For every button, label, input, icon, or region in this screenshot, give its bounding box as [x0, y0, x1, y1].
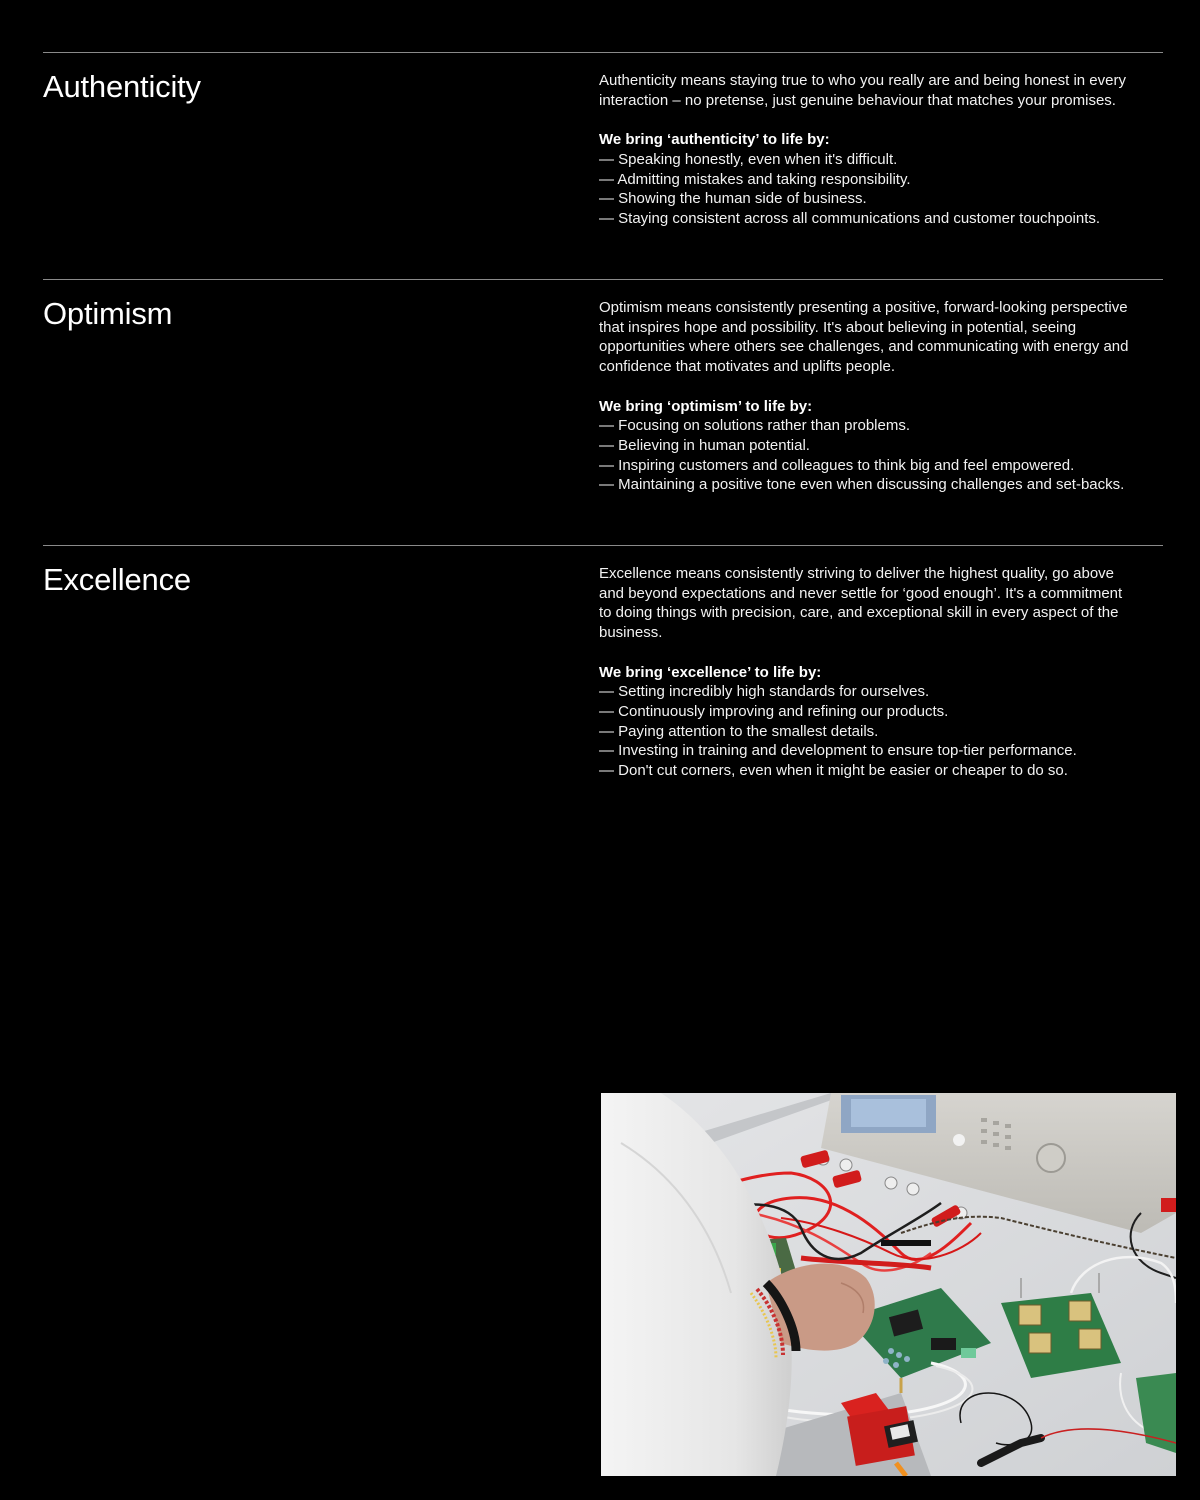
list-item: — Setting incredibly high standards for ourselves. — [599, 683, 930, 701]
list-item: — Showing the human side of business. — [599, 190, 867, 208]
section-body — [599, 564, 1149, 781]
section-intro: Excellence means consistently striving to deliver the highest quality, go above and beyond expectations and never settle for ‘good enough’. It's a commitment to doing things with precision, care, and exceptional skill in every aspect of the business. — [599, 565, 1123, 642]
electronics-lab-photo — [601, 1093, 1176, 1476]
list-item: — Investing in training and development to ensure top-tier performance. — [599, 742, 1077, 760]
section-list — [599, 150, 1149, 229]
list-item: — Continuously improving and refining our products. — [599, 702, 949, 720]
list-item: — Maintaining a positive tone even when discussing challenges and set-backs. — [599, 476, 1125, 494]
section-lead: We bring ‘excellence’ to life by: — [599, 663, 822, 681]
list-item: — Focusing on solutions rather than problems. — [599, 417, 910, 435]
list-item: — Speaking honestly, even when it's difficult. — [599, 150, 898, 168]
list-item: — Don't cut corners, even when it might be easier or cheaper to do so. — [599, 762, 1068, 780]
section-divider — [43, 52, 1163, 53]
list-item: — Believing in human potential. — [599, 436, 810, 454]
section-list — [599, 682, 1149, 781]
section-lead: We bring ‘authenticity’ to life by: — [599, 131, 830, 149]
list-item: — Paying attention to the smallest details. — [599, 722, 879, 740]
list-item: — Inspiring customers and colleagues to think big and feel empowered. — [599, 456, 1075, 474]
section-body — [599, 298, 1149, 495]
section-title: Optimism — [43, 296, 173, 331]
list-item: — Staying consistent across all communications and customer touchpoints. — [599, 209, 1101, 227]
section-intro: Optimism means consistently presenting a positive, forward-looking perspective that inspires hope and possibility. It's about believing in potential, seeing opportunities where others see challenges, and communicating with energy and confidence that motivates and uplifts people. — [599, 299, 1129, 376]
section-body — [599, 71, 1149, 229]
section-divider — [43, 545, 1163, 546]
lab-bench-illustration — [601, 1093, 1176, 1476]
list-item: — Admitting mistakes and taking responsibility. — [599, 170, 911, 188]
section-divider — [43, 279, 1163, 280]
section-title: Authenticity — [43, 69, 201, 104]
section-list — [599, 416, 1149, 495]
section-intro: Authenticity means staying true to who you really are and being honest in every interaction – no pretense, just genuine behaviour that matches your promises. — [599, 72, 1126, 109]
section-lead: We bring ‘optimism’ to life by: — [599, 397, 813, 415]
section-title: Excellence — [43, 562, 191, 597]
